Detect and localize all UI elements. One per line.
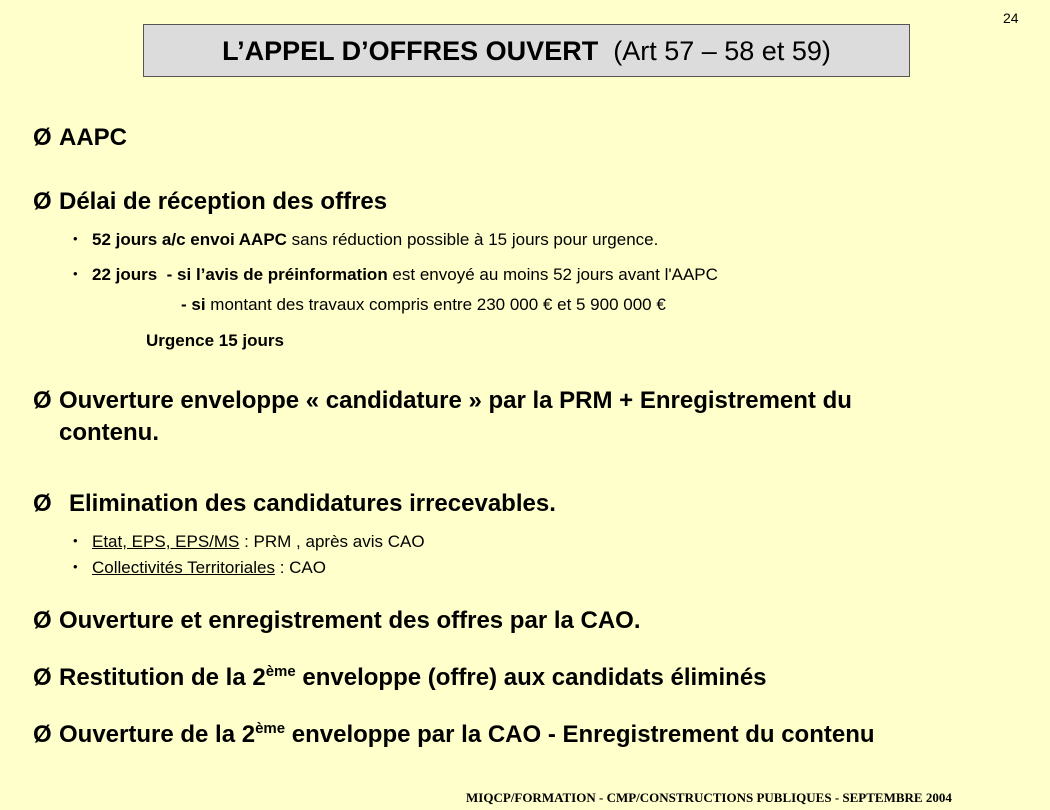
bullet-delai [33, 188, 387, 216]
delai-item-3-prefix: - [181, 295, 192, 314]
bullet-elimination [33, 490, 556, 518]
arrow-bullet-icon: Ø [33, 124, 52, 151]
dot-bullet-icon: • [73, 266, 78, 281]
elimination-item-2-underlined: Collectivités Territoriales [92, 558, 275, 577]
elimination-heading: Elimination des candidatures irrecevables. [69, 490, 556, 517]
bullet-ouverture-candidature [33, 387, 852, 415]
arrow-bullet-icon: Ø [33, 387, 52, 414]
delai-item-1 [73, 230, 658, 250]
delai-item-2-bold: l’avis de préinformation [195, 265, 388, 284]
ouverture-2e-after: enveloppe par la CAO - Enregistrement du contenu [285, 721, 875, 748]
ouverture-2e-before: Ouverture de la 2 [59, 721, 256, 748]
title-articles: (Art 57 – 58 et 59) [613, 36, 831, 66]
aapc-text: AAPC [59, 124, 128, 151]
urgence-text: Urgence 15 jours [146, 331, 284, 350]
elimination-item-1-rest: : PRM , après avis CAO [239, 532, 425, 551]
bullet-aapc [33, 124, 127, 152]
elimination-item-2-rest: : CAO [274, 558, 326, 577]
delai-heading: Délai de réception des offres [59, 188, 388, 215]
arrow-bullet-icon: Ø [33, 664, 52, 691]
delai-item-2-prefix: - si [157, 265, 196, 284]
restitution-sup: ème [265, 663, 296, 680]
arrow-bullet-icon: Ø [33, 188, 52, 215]
ouverture-candidature-line2: contenu. [59, 419, 159, 446]
arrow-bullet-icon: Ø [33, 721, 52, 748]
restitution-before: Restitution de la 2 [59, 664, 266, 691]
ouverture-candidature-line1: Ouverture enveloppe « candidature » par la PRM + Enregistrement du [59, 387, 852, 414]
elimination-item-1 [73, 532, 425, 552]
title-main: L’APPEL D’OFFRES OUVERT [222, 36, 599, 66]
ouverture-2e-sup: ème [255, 720, 286, 737]
delai-item-2-days: 22 jours [92, 265, 158, 284]
delai-item-1-rest: sans réduction possible à 15 jours pour urgence. [286, 230, 659, 249]
page-number: 24 [1003, 10, 1019, 26]
elimination-item-2 [73, 558, 326, 578]
dot-bullet-icon: • [73, 231, 78, 246]
delai-item-2-rest: est envoyé au moins 52 jours avant l'AAPC [387, 265, 718, 284]
elimination-item-1-underlined: Etat, EPS, EPS/MS [92, 532, 240, 551]
arrow-bullet-icon: Ø [33, 607, 52, 634]
title-box [143, 24, 910, 77]
bullet-ouverture-offres [33, 607, 641, 635]
delai-item-3-rest: montant des travaux compris entre 230 000 € et 5 900 000 € [205, 295, 666, 314]
delai-item-2 [73, 265, 718, 285]
delai-item-1-bold: 52 jours a/c envoi AAPC [92, 230, 287, 249]
footer: MIQCP/FORMATION - CMP/CONSTRUCTIONS PUBLIQUES - SEPTEMBRE 2004 [466, 790, 952, 805]
delai-item-3-si: si [191, 295, 206, 314]
arrow-bullet-icon: Ø [33, 490, 52, 517]
bullet-ouverture-2e [33, 721, 875, 749]
bullet-restitution [33, 664, 767, 692]
delai-item-3 [181, 295, 666, 315]
ouverture-offres-text: Ouverture et enregistrement des offres par la CAO. [59, 607, 641, 634]
restitution-after: enveloppe (offre) aux candidats éliminés [295, 664, 767, 691]
dot-bullet-icon: • [73, 559, 78, 574]
dot-bullet-icon: • [73, 533, 78, 548]
